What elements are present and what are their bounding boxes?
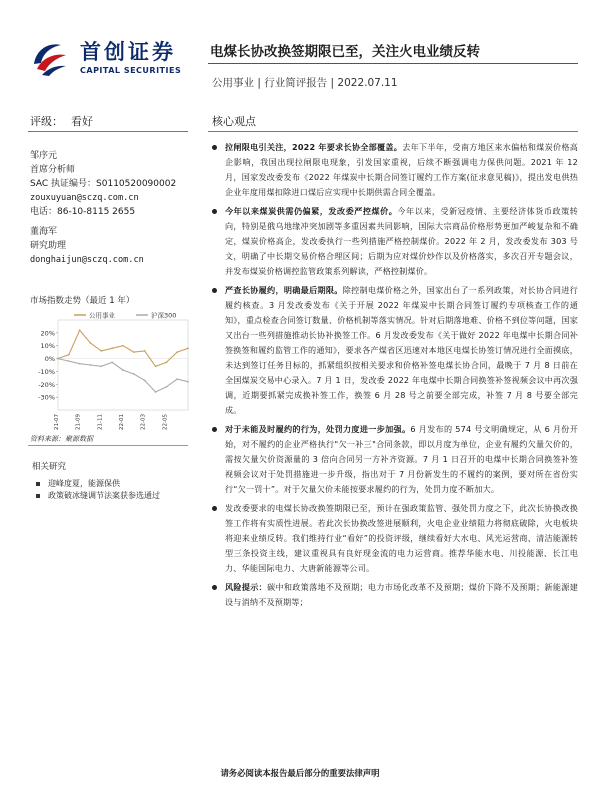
data-point	[144, 350, 146, 352]
core-view-bullets	[212, 140, 578, 614]
related-item[interactable]: 迎峰度夏，能源保供	[32, 478, 197, 490]
data-point	[133, 351, 135, 353]
data-point	[90, 364, 92, 366]
right-section-divider	[208, 131, 578, 132]
x-tick-label: 22-05	[162, 414, 169, 430]
assistant-name: 董海军	[30, 227, 58, 237]
rating-value: 看好	[71, 115, 93, 128]
y-tick-label: -30%	[38, 393, 55, 402]
data-point	[144, 380, 146, 382]
data-point	[68, 354, 70, 356]
series-line-utilities	[58, 330, 188, 366]
bullet-lead: 今年以来煤炭供需仍偏紧，发改委严控煤价。	[225, 206, 398, 216]
y-tick-label: -10%	[38, 367, 55, 376]
x-tick-label: 21-09	[75, 414, 82, 430]
data-point	[187, 381, 189, 383]
data-point	[165, 362, 167, 364]
bullet-lead: 拉闸限电引关注，2022 年要求长协全部覆盖。	[225, 142, 403, 152]
analyst-phone: 电话：86-10-8115 2655	[30, 207, 136, 217]
capital-securities-logo-icon	[30, 38, 70, 78]
bullet-item	[212, 283, 578, 418]
data-point	[100, 350, 102, 352]
title-divider	[208, 63, 578, 64]
report-title: 电煤长协改换签期限已至，关注火电业绩反转	[210, 44, 480, 60]
related-research	[32, 460, 197, 502]
analyst-email[interactable]: zouxuyuan@sczq.com.cn	[30, 193, 139, 203]
x-tick-label: 21-07	[54, 414, 60, 430]
brand-name-en: CAPITAL SECURITIES	[80, 66, 182, 75]
legal-footer: 请务必阅读本报告最后部分的重要法律声明	[220, 768, 380, 778]
data-point	[122, 369, 124, 371]
bullet-text: 去年下半年，受南方地区来水偏枯和煤炭价格高企影响，我国出现拉闸限电现象，引发国家重视，后续不断强调电力保供问题。2021 年 12 月，国家发改委发布《2022 年煤炭中长期合同签订履约工作方案(征求意见稿)》，提出发电供热企业年度用煤扣除进口煤后应实现中长期供需合同全覆盖。	[225, 142, 578, 197]
bullet-item	[212, 204, 578, 279]
bullet-text: 碳中和政策落地不及预期；电力市场化改革不及预期；煤价下降不及预期；新能源建设与消纳不及预期等；	[225, 582, 578, 607]
bullet-text: 今年以来，受新冠疫情、主要经济体货币政策转向，特别是俄乌地缘冲突加剧等多重因素共同影响，国际大宗商品价格形势更加严峻复杂和不确定，煤炭价格高企，发改委执行一些列措施严格控制煤价。2022 年 2 月，发改委发布 303 号文，明确了中长期交易价格合理区间；后期为应对煤价炒作以及价格落实，多次召开专题会议，并发布煤炭价格调控监管政策系列解读，严格控制煤价。	[225, 206, 578, 276]
related-heading: 相关研究	[32, 462, 67, 472]
left-section-divider	[28, 131, 188, 132]
x-tick-label: 22-03	[140, 414, 147, 430]
core-view-heading: 核心观点	[212, 115, 256, 128]
data-point	[155, 365, 157, 367]
data-point	[100, 365, 102, 367]
analyst-name: 邹序元	[30, 151, 58, 161]
data-point	[111, 362, 113, 364]
data-point	[176, 351, 178, 353]
index-chart-title: 市场指数走势（最近 1 年）	[30, 296, 135, 306]
data-point	[57, 358, 59, 360]
bullet-item	[212, 580, 578, 610]
y-tick-label: 20%	[40, 329, 55, 338]
data-point	[155, 391, 157, 393]
chart-plot-area	[58, 320, 188, 410]
chart-source-divider	[28, 445, 188, 446]
assistant-email[interactable]: donghaijun@sczq.com.cn	[30, 255, 144, 265]
x-tick-label: 22-01	[119, 414, 125, 430]
related-item[interactable]: 政策破冰缝调节法案获参选通过	[32, 490, 197, 502]
brand-name: 首创证券	[80, 40, 176, 64]
y-tick-label: 0%	[44, 355, 55, 364]
bullet-text: 6 月发布的 574 号文明确规定，从 6 月份开始，对不履约的企业严格执行"欠一补三"合同条款，即以月度为单位，企业有履约欠量欠价的，需按欠量欠价资源量的 3 倍向合同另一方补齐资源。7 月 1 日召开的电煤中长期合同换签补签视频会议对于处罚措施进一步升级，指出对于 7 月份新发生的不履约的案例，要对所在省份实行“欠一罚十”。对于欠量欠价未能按要求履约的行为，处罚力度不断加大。	[225, 424, 578, 494]
report-meta: 公用事业 | 行业简评报告 | 2022.07.11	[212, 77, 398, 89]
bullet-item	[212, 501, 578, 576]
bullet-text: 发改委要求的电煤长协改换签期限已至，预计在强政策监管、强处罚力度之下，此次长协换改换签工作将有实质性进展。若此次长协换改签进展顺利，火电企业业绩阻力将彻底破除，火电板块将迎来业绩反转。我们维持行业“看好”的投资评级，继续看好大水电、风光运营商、清洁能源转型三条投资主线，建议重视具有良好现金流的电力运营商。推荐华能水电、川投能源、长江电力、华能国际电力、大唐新能源等公司。	[225, 503, 578, 573]
rating-label: 评级：	[30, 115, 63, 128]
x-tick-label: 21-11	[97, 414, 104, 430]
data-point	[111, 347, 113, 349]
data-point	[122, 345, 124, 347]
analyst-block	[30, 149, 195, 267]
bullet-lead: 严查长协履约，明确最后期限。	[225, 285, 343, 295]
bullet-lead: 风险提示：	[225, 582, 268, 592]
bullet-item	[212, 140, 578, 200]
bullet-item	[212, 422, 578, 497]
data-point	[133, 373, 135, 375]
data-point	[68, 360, 70, 362]
data-point	[79, 329, 81, 331]
series-line-hs300	[58, 359, 188, 392]
rating	[30, 113, 93, 129]
bullet-text: 除控制电煤价格之外，国家出台了一系列政策，对长协合同进行履约核查。3 月发改委发布《关于开展 2022 年煤炭中长期合同签订履约专项核查工作的通知》，重点检查合同签订数量、价格机制等落实情况。针对后期落地难、价格不到位等问题，国家又出台一些列措施推动长协补换签工作。6 月发改委发布《关于做好 2022 年电煤中长期合同补签换签和履约监管工作的通知》，要求各产煤省区迅速对本地区电煤长协签订情况进行全面摸底，未达到签订任务目标的，抓紧组织按相关要求和价格补签电煤长协合同，最晚于 7 月 8 日前在全国煤炭交易中心录入。7 月 1 日，发改委 2022 年电煤中长期合同换签补签视频会议中再次强调，近期要抓紧完成换补签工作，换签 6 月 28 号之前要全部完成，补签 7 月 8 号要全部完成。	[225, 285, 578, 415]
data-point	[187, 347, 189, 349]
legend-label: 沪深300	[151, 311, 177, 320]
data-point	[176, 378, 178, 380]
y-tick-label: 10%	[40, 342, 55, 351]
bullet-lead: 对于未能及时履约的行为，处罚力度进一步加强。	[225, 424, 411, 434]
legend-label: 公用事业	[89, 311, 115, 320]
data-point	[79, 363, 81, 365]
y-tick-label: -20%	[38, 380, 55, 389]
data-point	[90, 342, 92, 344]
chart-source: 资料来源：聚源数据	[30, 435, 93, 443]
analyst-cert: SAC 执证编号：S0110520090002	[30, 179, 177, 189]
assistant-role: 研究助理	[30, 241, 67, 251]
data-point	[165, 386, 167, 388]
analyst-role: 首席分析师	[30, 165, 76, 175]
index-chart	[28, 306, 193, 430]
